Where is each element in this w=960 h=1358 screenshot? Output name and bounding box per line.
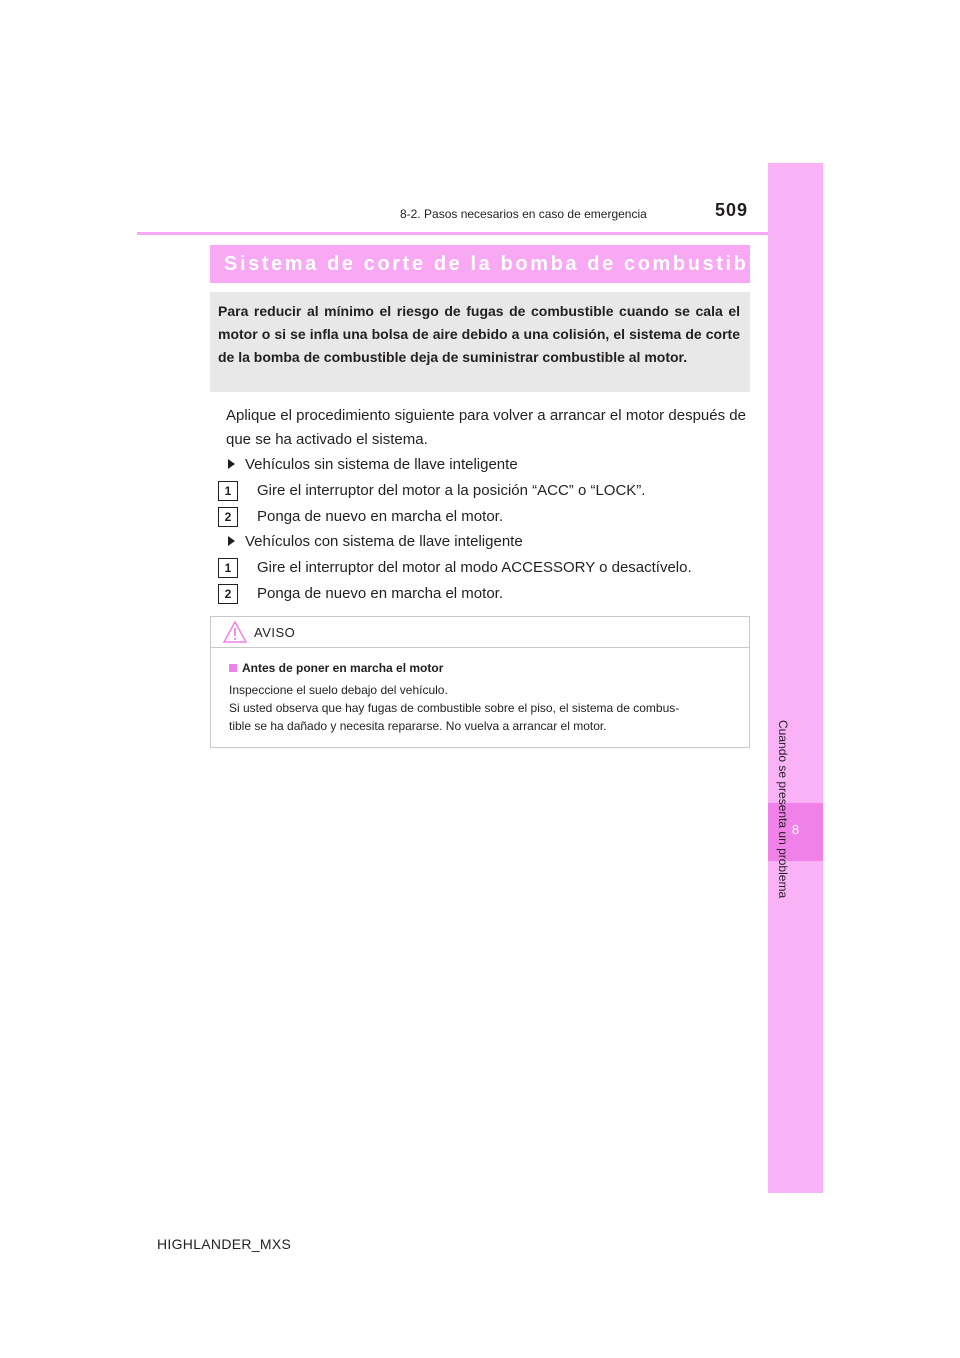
group-heading-text: Vehículos con sistema de llave inteligente [245,533,523,550]
warning-label: AVISO [254,625,296,640]
warning-line: Inspeccione el suelo debajo del vehículo. [229,683,448,697]
warning-body [229,681,745,735]
intro-box [210,292,750,392]
triangle-bullet-icon [228,536,235,546]
step-text: Ponga de nuevo en marcha el motor. [257,585,503,602]
section-title: Sistema de corte de la bomba de combustible [224,253,771,275]
step-number-badge: 1 [218,558,238,578]
side-tab-chapter-number: 8 [791,822,800,837]
page-number: 509 [715,200,749,220]
warning-line: Si usted observa que hay fugas de combustible sobre el piso, el sistema de combus- [229,701,680,715]
body-paragraph: Aplique el procedimiento siguiente para volver a arrancar el motor después de que se ha activado el sistema. [226,407,746,448]
intro-text: Para reducir al mínimo el riesgo de fugas de combustible cuando se cala el motor o si se infla una bolsa de aire debido a una colisión, el sistema de corte de la bomba de combustible deja de suministrar combustible al motor. [218,303,740,365]
step-text: Ponga de nuevo en marcha el motor. [257,508,503,525]
step-number-badge: 2 [218,507,238,527]
warning-subheading-text: Antes de poner en marcha el motor [242,661,444,675]
step-number-badge: 2 [218,584,238,604]
section-title-bar [210,245,771,283]
header-rule [137,232,823,235]
step-text: Gire el interruptor del motor a la posición “ACC” o “LOCK”. [257,482,646,499]
warning-triangle-icon [223,621,247,643]
group-heading [228,533,523,550]
warning-line: tible se ha dañado y necesita repararse. No vuelva a arrancar el motor. [229,719,607,733]
step-text: Gire el interruptor del motor al modo ACCESSORY o desactívelo. [257,559,692,576]
group-heading [228,456,518,473]
triangle-bullet-icon [228,459,235,469]
side-tab-chapter-label: Cuando se presenta un problema [776,720,790,899]
square-bullet-icon [229,664,237,672]
header-section-title: 8-2. Pasos necesarios en caso de emergencia [400,207,647,221]
step-number-badge: 1 [218,481,238,501]
warning-subheading [229,661,443,675]
group-heading-text: Vehículos sin sistema de llave inteligente [245,456,518,473]
warning-box [210,616,750,748]
side-tab [768,163,823,1193]
warning-header [211,617,749,648]
footer-model-code: HIGHLANDER_MXS [157,1236,292,1252]
